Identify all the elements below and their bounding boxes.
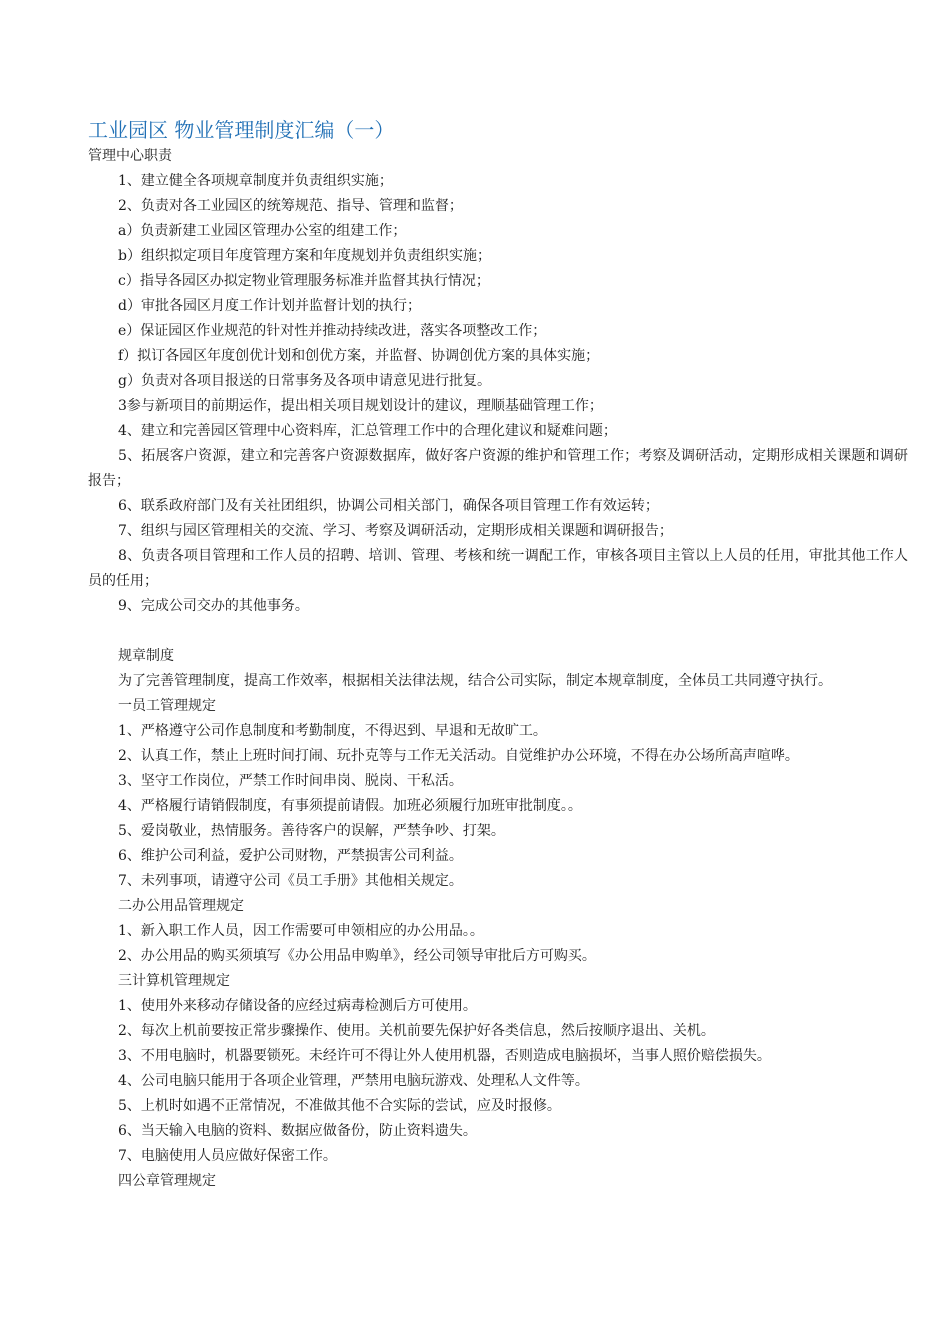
regulations-intro: 为了完善管理制度，提高工作效率，根据相关法律法规，结合公司实际，制定本规章制度，全体员工共同遵守执行。: [118, 673, 832, 689]
list-item: a）负责新建工业园区管理办公室的组建工作；: [118, 223, 407, 239]
list-item: e）保证园区作业规范的针对性并推动持续改进，落实各项整改工作；: [118, 323, 547, 339]
list-item: 3、不用电脑时，机器要锁死。未经许可不得让外人使用机器，否则造成电脑损坏，当事人照价赔偿损失。: [118, 1048, 771, 1064]
list-item: 7、未列事项，请遵守公司《员工手册》其他相关规定。: [118, 873, 463, 889]
list-item: 6、维护公司利益，爱护公司财物，严禁损害公司利益。: [118, 848, 463, 864]
list-item: 3参与新项目的前期运作，提出相关项目规划设计的建议，理顺基础管理工作；: [118, 398, 603, 414]
subsection-heading-computer-rules: 三计算机管理规定: [118, 973, 230, 989]
list-item: 7、电脑使用人员应做好保密工作。: [118, 1148, 337, 1164]
list-item: b）组织拟定项目年度管理方案和年度规划并负责组织实施；: [118, 248, 491, 264]
list-item: 4、严格履行请销假制度，有事须提前请假。加班必须履行加班审批制度。。: [118, 798, 582, 814]
list-item: c）指导各园区办拟定物业管理服务标准并监督其执行情况；: [118, 273, 490, 289]
subsection-heading-office-supplies: 二办公用品管理规定: [118, 898, 244, 914]
list-item: 8、负责各项目管理和工作人员的招聘、培训、管理、考核和统一调配工作，审核各项目主管以上人员的任用，审批其他工作人员的任用；: [88, 548, 908, 589]
list-item: 6、联系政府部门及有关社团组织，协调公司相关部门，确保各项目管理工作有效运转；: [118, 498, 659, 514]
list-item: 7、组织与园区管理相关的交流、学习、考察及调研活动，定期形成相关课题和调研报告；: [118, 523, 673, 539]
list-item: 1、严格遵守公司作息制度和考勤制度，不得迟到、早退和无故旷工。: [118, 723, 547, 739]
list-item: 9、完成公司交办的其他事务。: [118, 598, 309, 614]
list-item: d）审批各园区月度工作计划并监督计划的执行；: [118, 298, 421, 314]
list-item: 3、坚守工作岗位，严禁工作时间串岗、脱岗、干私活。: [118, 773, 463, 789]
subsection-heading-seal-rules: 四公章管理规定: [118, 1173, 216, 1189]
list-item: 2、认真工作，禁止上班时间打闹、玩扑克等与工作无关活动。自觉维护办公环境，不得在办公场所高声喧哗。: [118, 748, 799, 764]
list-item: 5、爱岗敬业，热情服务。善待客户的误解，严禁争吵、打架。: [118, 823, 505, 839]
list-item: 5、上机时如遇不正常情况，不准做其他不合实际的尝试，应及时报修。: [118, 1098, 561, 1114]
list-item: 1、使用外来移动存储设备的应经过病毒检测后方可使用。: [118, 998, 477, 1014]
list-item: 2、负责对各工业园区的统筹规范、指导、管理和监督；: [118, 198, 463, 214]
list-item: g）负责对各项目报送的日常事务及各项申请意见进行批复。: [118, 373, 491, 389]
subsection-heading-staff-rules: 一员工管理规定: [118, 698, 216, 714]
list-item: 5、拓展客户资源，建立和完善客户资源数据库，做好客户资源的维护和管理工作；考察及调研活动，定期形成相关课题和调研报告；: [88, 448, 908, 489]
list-item: 4、建立和完善园区管理中心资料库，汇总管理工作中的合理化建议和疑难问题；: [118, 423, 617, 439]
list-item: f）拟订各园区年度创优计划和创优方案，并监督、协调创优方案的具体实施；: [118, 348, 600, 364]
section-heading-management-duties: 管理中心职责: [88, 148, 172, 164]
list-item: 4、公司电脑只能用于各项企业管理，严禁用电脑玩游戏、处理私人文件等。: [118, 1073, 589, 1089]
document-title: 工业园区 物业管理制度汇编（一）: [88, 118, 395, 142]
list-item: 6、当天输入电脑的资料、数据应做备份，防止资料遗失。: [118, 1123, 477, 1139]
section-heading-regulations: 规章制度: [118, 648, 174, 664]
list-item: 1、新入职工作人员，因工作需要可申领相应的办公用品。。: [118, 923, 484, 939]
list-item: 1、建立健全各项规章制度并负责组织实施；: [118, 173, 393, 189]
document-page: [88, 116, 908, 1194]
list-item: 2、办公用品的购买须填写《办公用品申购单》，经公司领导审批后方可购买。: [118, 948, 596, 964]
spacer: [88, 619, 908, 644]
list-item: 2、每次上机前要按正常步骤操作、使用。关机前要先保护好各类信息，然后按顺序退出、关机。: [118, 1023, 715, 1039]
